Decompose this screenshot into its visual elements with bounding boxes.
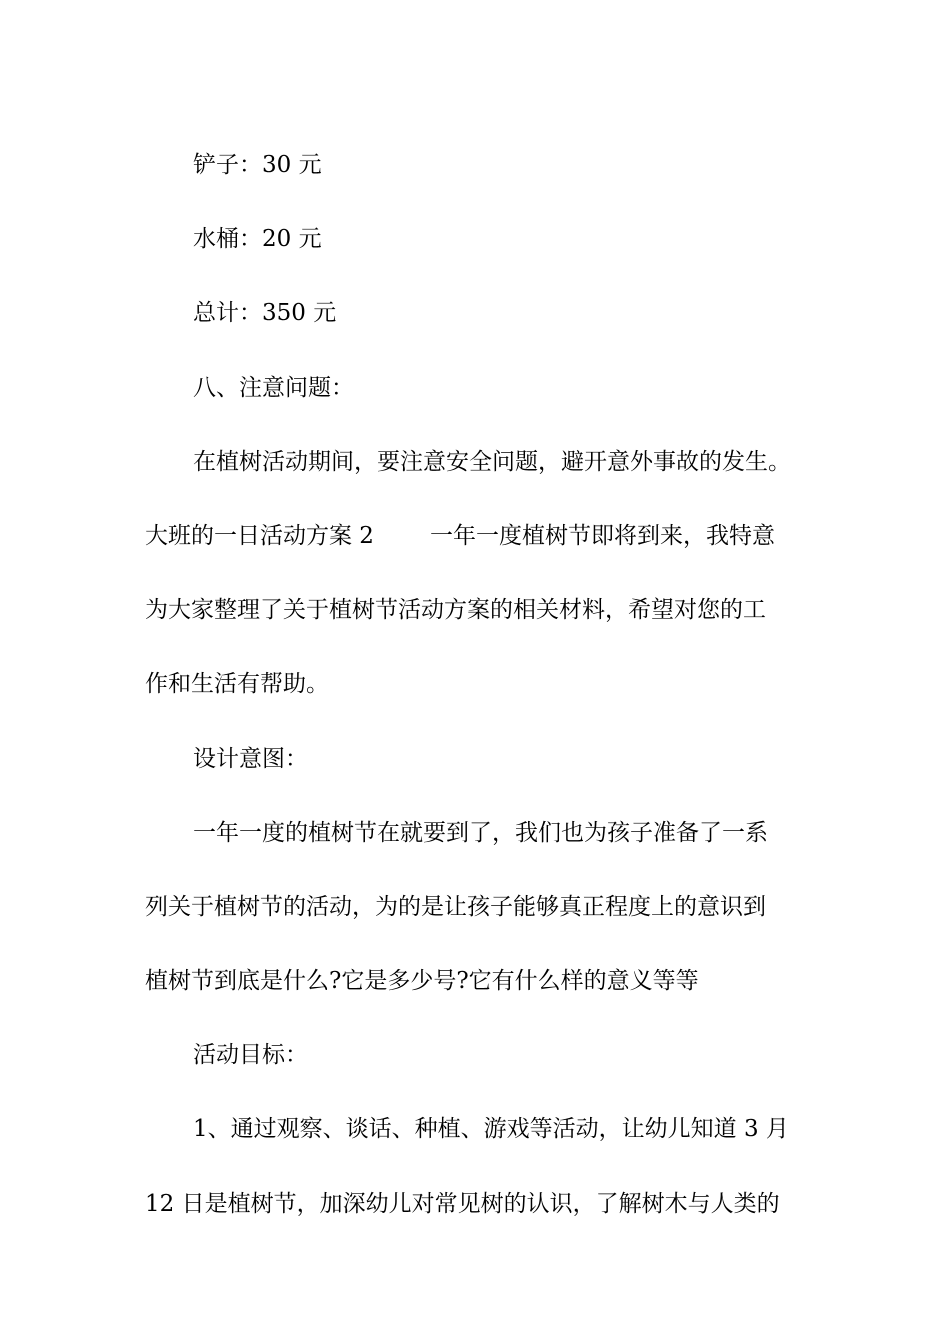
text-line: 为大家整理了关于植树节活动方案的相关材料，希望对您的工 [145,597,766,624]
section-heading: 活动目标： [193,1042,308,1069]
text-line: 总计：350 元 [193,300,337,327]
section-title: 大班的一日活动方案 2 [145,522,374,549]
text-line: 列关于植树节的活动，为的是让孩子能够真正程度上的意识到 [145,893,766,920]
text-line: 12 日是植树节，加深幼儿对常见树的认识，了解树木与人类的 [145,1190,780,1217]
text-line: 一年一度的植树节在就要到了，我们也为孩子准备了一系 [193,819,768,846]
text-line: 植树节到底是什么?它是多少号?它有什么样的意义等等 [145,968,699,995]
document-page [145,128,810,1241]
text-line: 作和生活有帮助。 [145,671,329,698]
section-heading: 八、注意问题： [193,374,354,401]
text-line: 1、通过观察、谈话、种植、游戏等活动，让幼儿知道 3 月 [193,1116,789,1143]
text-line: 在植树活动期间，要注意安全问题，避开意外事故的发生。 [193,448,791,475]
section-heading: 设计意图： [193,745,308,772]
text-line: 水桶：20 元 [193,226,322,253]
text-line [145,499,810,573]
text-fragment: 一年一度植树节即将到来，我特意 [429,522,775,549]
text-line: 铲子：30 元 [193,152,322,178]
